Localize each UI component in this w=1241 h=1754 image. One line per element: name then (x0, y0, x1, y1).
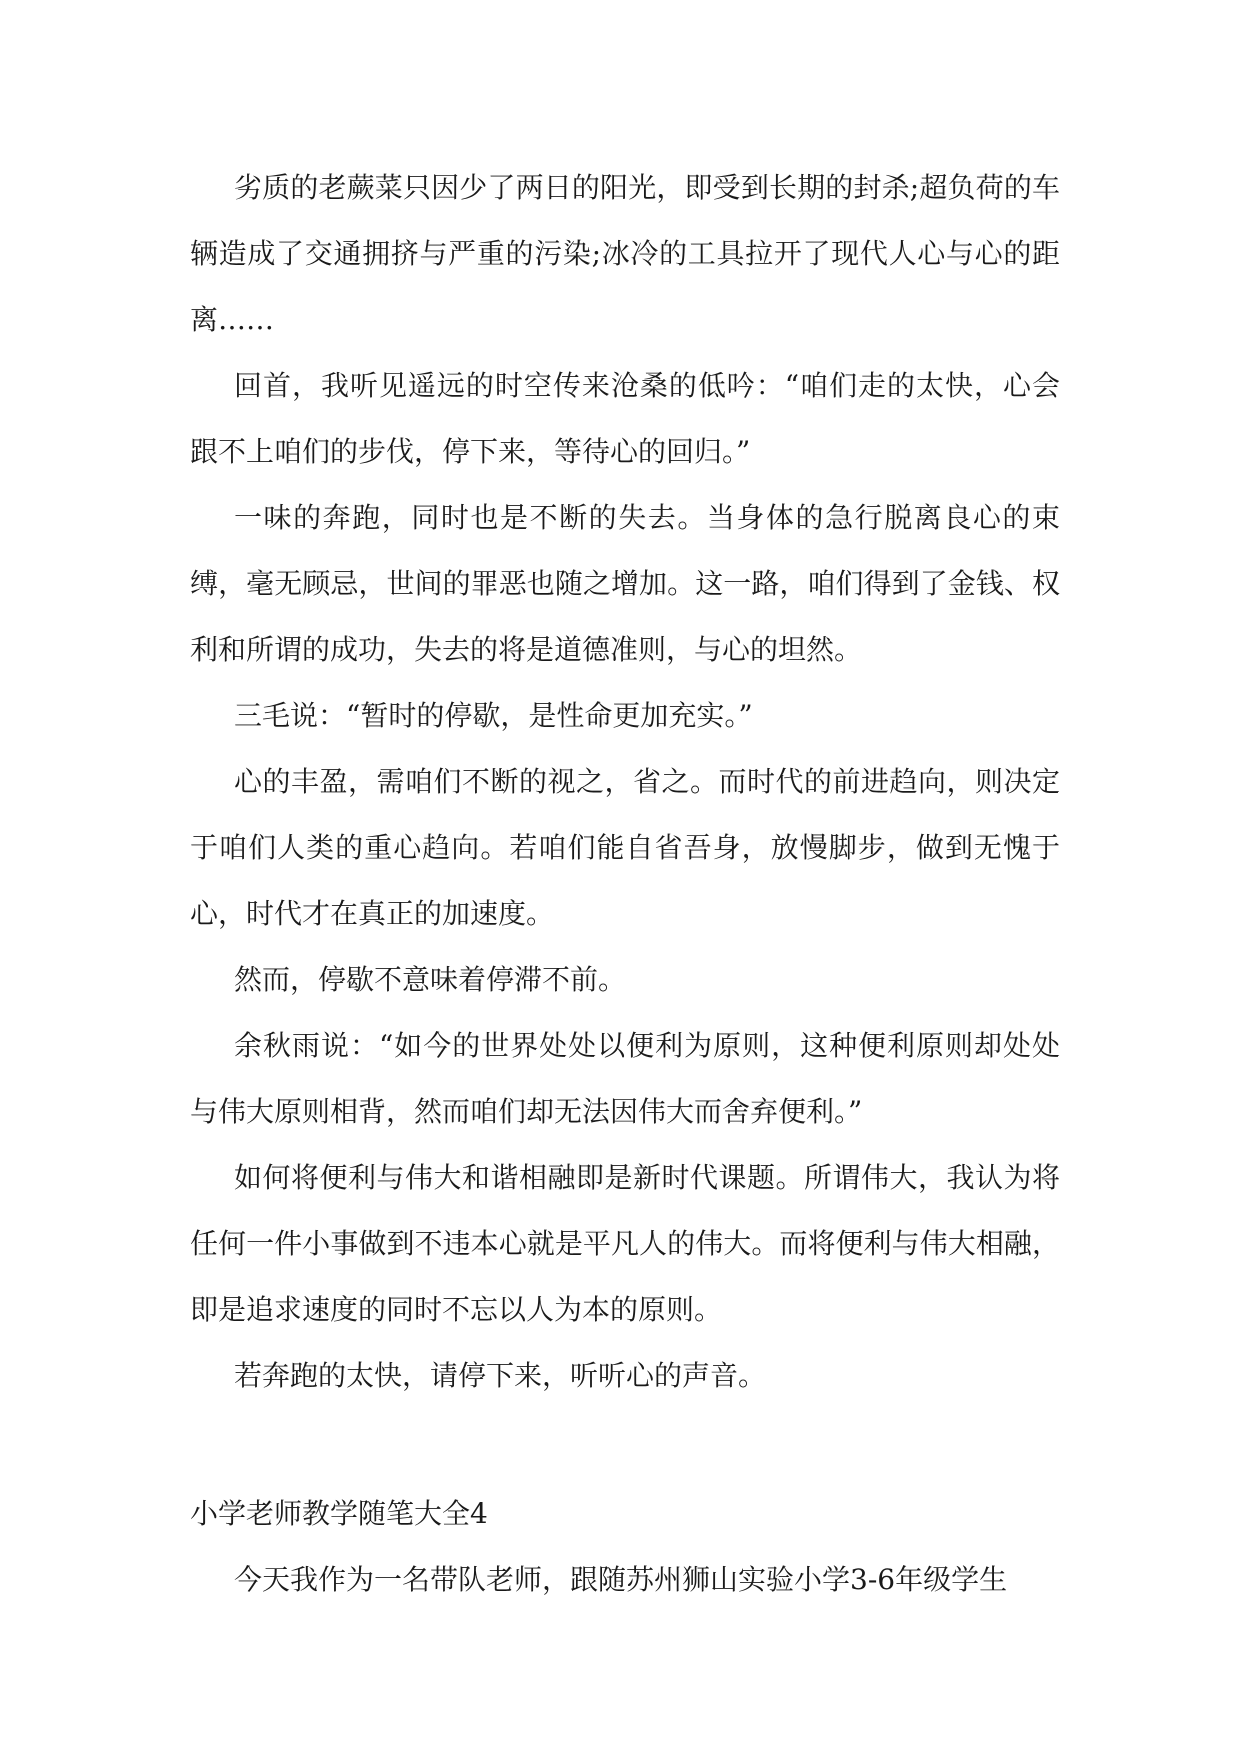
paragraph: 一味的奔跑，同时也是不断的失去。当身体的急行脱离良心的束缚，毫无顾忌，世间的罪恶也随之增加。这一路，咱们得到了金钱、权利和所谓的成功，失去的将是道德准则，与心的坦然。 (190, 501, 1060, 666)
paragraph: 回首，我听见遥远的时空传来沧桑的低吟：“咱们走的太快，心会跟不上咱们的步伐，停下来，等待心的回归。” (190, 369, 1060, 468)
paragraph: 今天我作为一名带队老师，跟随苏州狮山实验小学3-6年级学生 (234, 1563, 1008, 1596)
document-body (190, 155, 1060, 1613)
paragraph: 如何将便利与伟大和谐相融即是新时代课题。所谓伟大，我认为将任何一件小事做到不违本心就是平凡人的伟大。而将便利与伟大相融，即是追求速度的同时不忘以人为本的原则。 (190, 1161, 1060, 1326)
paragraph: 三毛说：“暂时的停歇，是性命更加充实。” (234, 699, 753, 732)
paragraph: 心的丰盈，需咱们不断的视之，省之。而时代的前进趋向，则决定于咱们人类的重心趋向。若咱们能自省吾身，放慢脚步，做到无愧于心，时代才在真正的加速度。 (190, 765, 1060, 930)
paragraph: 然而，停歇不意味着停滞不前。 (234, 963, 627, 996)
paragraph: 若奔跑的太快，请停下来，听听心的声音。 (234, 1359, 767, 1392)
paragraph: 余秋雨说：“如今的世界处处以便利为原则，这种便利原则却处处与伟大原则相背，然而咱们却无法因伟大而舍弃便利。” (190, 1029, 1060, 1128)
section-heading: 小学老师教学随笔大全4 (190, 1497, 488, 1530)
paragraph: 劣质的老蕨菜只因少了两日的阳光，即受到长期的封杀;超负荷的车辆造成了交通拥挤与严重的污染;冰冷的工具拉开了现代人心与心的距离…… (190, 171, 1060, 336)
